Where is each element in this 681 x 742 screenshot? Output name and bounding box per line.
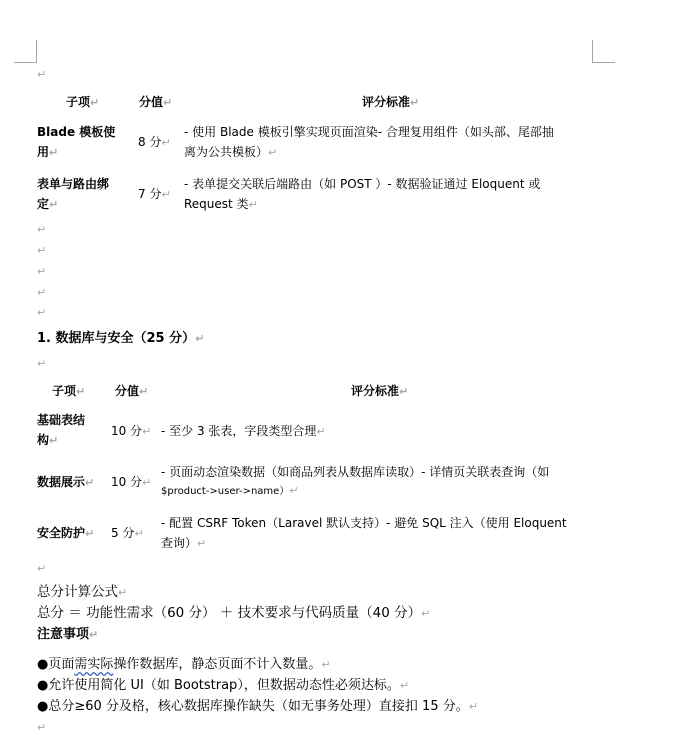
bullet-dot-icon: ● bbox=[37, 678, 49, 693]
paragraph-mark: ↵ bbox=[37, 68, 47, 81]
crop-mark-tr-h bbox=[592, 62, 615, 63]
row-item-name: 数据展示↵ bbox=[37, 475, 95, 489]
row-item-name: 基础表结 bbox=[37, 413, 86, 427]
bullet-dot-icon: ● bbox=[37, 699, 49, 714]
total-formula: 总分 ＝ 功能性需求（60 分） ＋ 技术要求与代码质量（40 分）↵ bbox=[37, 605, 431, 621]
notes-title: 注意事项↵ bbox=[37, 627, 99, 642]
row-criteria: - 配置 CSRF Token（Laravel 默认支持）- 避免 SQL 注入（使用 Eloquent bbox=[161, 516, 567, 530]
row-score: 5 分↵ bbox=[111, 526, 144, 540]
paragraph-mark: ↵ bbox=[37, 357, 47, 370]
paragraph-mark: ↵ bbox=[37, 244, 47, 257]
row-criteria: - 页面动态渲染数据（如商品列表从数据库读取）- 详情页关联表查询（如 bbox=[161, 465, 550, 479]
paragraph-mark: ↵ bbox=[37, 265, 47, 278]
table2-header-criteria: 评分标准↵ bbox=[351, 384, 409, 398]
row-item-name: 表单与路由绑 bbox=[37, 177, 110, 191]
paragraph-mark: ↵ bbox=[37, 286, 47, 299]
section-heading: 1. 数据库与安全（25 分）↵ bbox=[37, 331, 205, 346]
row-criteria-cont: Request 类↵ bbox=[184, 197, 258, 211]
row-score: 10 分↵ bbox=[111, 424, 152, 438]
row-score: 7 分↵ bbox=[138, 187, 171, 201]
row-criteria-cont: 查询）↵ bbox=[161, 536, 207, 550]
table1-header-score: 分值↵ bbox=[139, 95, 173, 109]
bullet-dot-icon: ● bbox=[37, 657, 49, 672]
row-item-name: 安全防护↵ bbox=[37, 526, 95, 540]
row-item-name-cont: 构↵ bbox=[37, 433, 59, 447]
row-criteria: - 表单提交关联后端路由（如 POST ）- 数据验证通过 Eloquent 或 bbox=[184, 177, 541, 191]
crop-mark-tl-h bbox=[14, 62, 37, 63]
paragraph-mark: ↵ bbox=[37, 223, 47, 236]
table1-header-criteria: 评分标准↵ bbox=[362, 95, 420, 109]
row-criteria: - 使用 Blade 模板引擎实现页面渲染- 合理复用组件（如头部、尾部抽 bbox=[184, 125, 554, 139]
paragraph-mark: ↵ bbox=[37, 721, 47, 734]
list-item: ●允许使用简化 UI（如 Bootstrap），但数据动态性必须达标。↵ bbox=[37, 678, 410, 693]
list-item: ●页面需实际操作数据库，静态页面不计入数量。↵ bbox=[37, 657, 331, 672]
row-item-name: Blade 模板使 bbox=[37, 125, 116, 139]
crop-mark-tl-v bbox=[36, 40, 37, 63]
table1-header-item: 子项↵ bbox=[66, 95, 100, 109]
row-criteria-cont: $product->user->name）↵ bbox=[161, 484, 299, 497]
paragraph-mark: ↵ bbox=[37, 562, 47, 575]
total-title: 总分计算公式↵ bbox=[37, 584, 128, 600]
table2-header-score: 分值↵ bbox=[115, 384, 149, 398]
list-item: ●总分≥60 分及格，核心数据库操作缺失（如无事务处理）直接扣 15 分。↵ bbox=[37, 699, 478, 714]
crop-mark-tr-v bbox=[592, 40, 593, 63]
row-score: 8 分↵ bbox=[138, 135, 171, 149]
row-criteria-cont: 离为公共模板）↵ bbox=[184, 145, 278, 159]
table2-header-item: 子项↵ bbox=[52, 384, 86, 398]
row-item-name-cont: 用↵ bbox=[37, 145, 59, 159]
row-item-name-cont: 定↵ bbox=[37, 197, 59, 211]
spellcheck-underline: 需实际 bbox=[74, 657, 114, 672]
row-criteria: - 至少 3 张表，字段类型合理↵ bbox=[161, 424, 326, 438]
paragraph-mark: ↵ bbox=[37, 306, 47, 319]
row-score: 10 分↵ bbox=[111, 475, 152, 489]
